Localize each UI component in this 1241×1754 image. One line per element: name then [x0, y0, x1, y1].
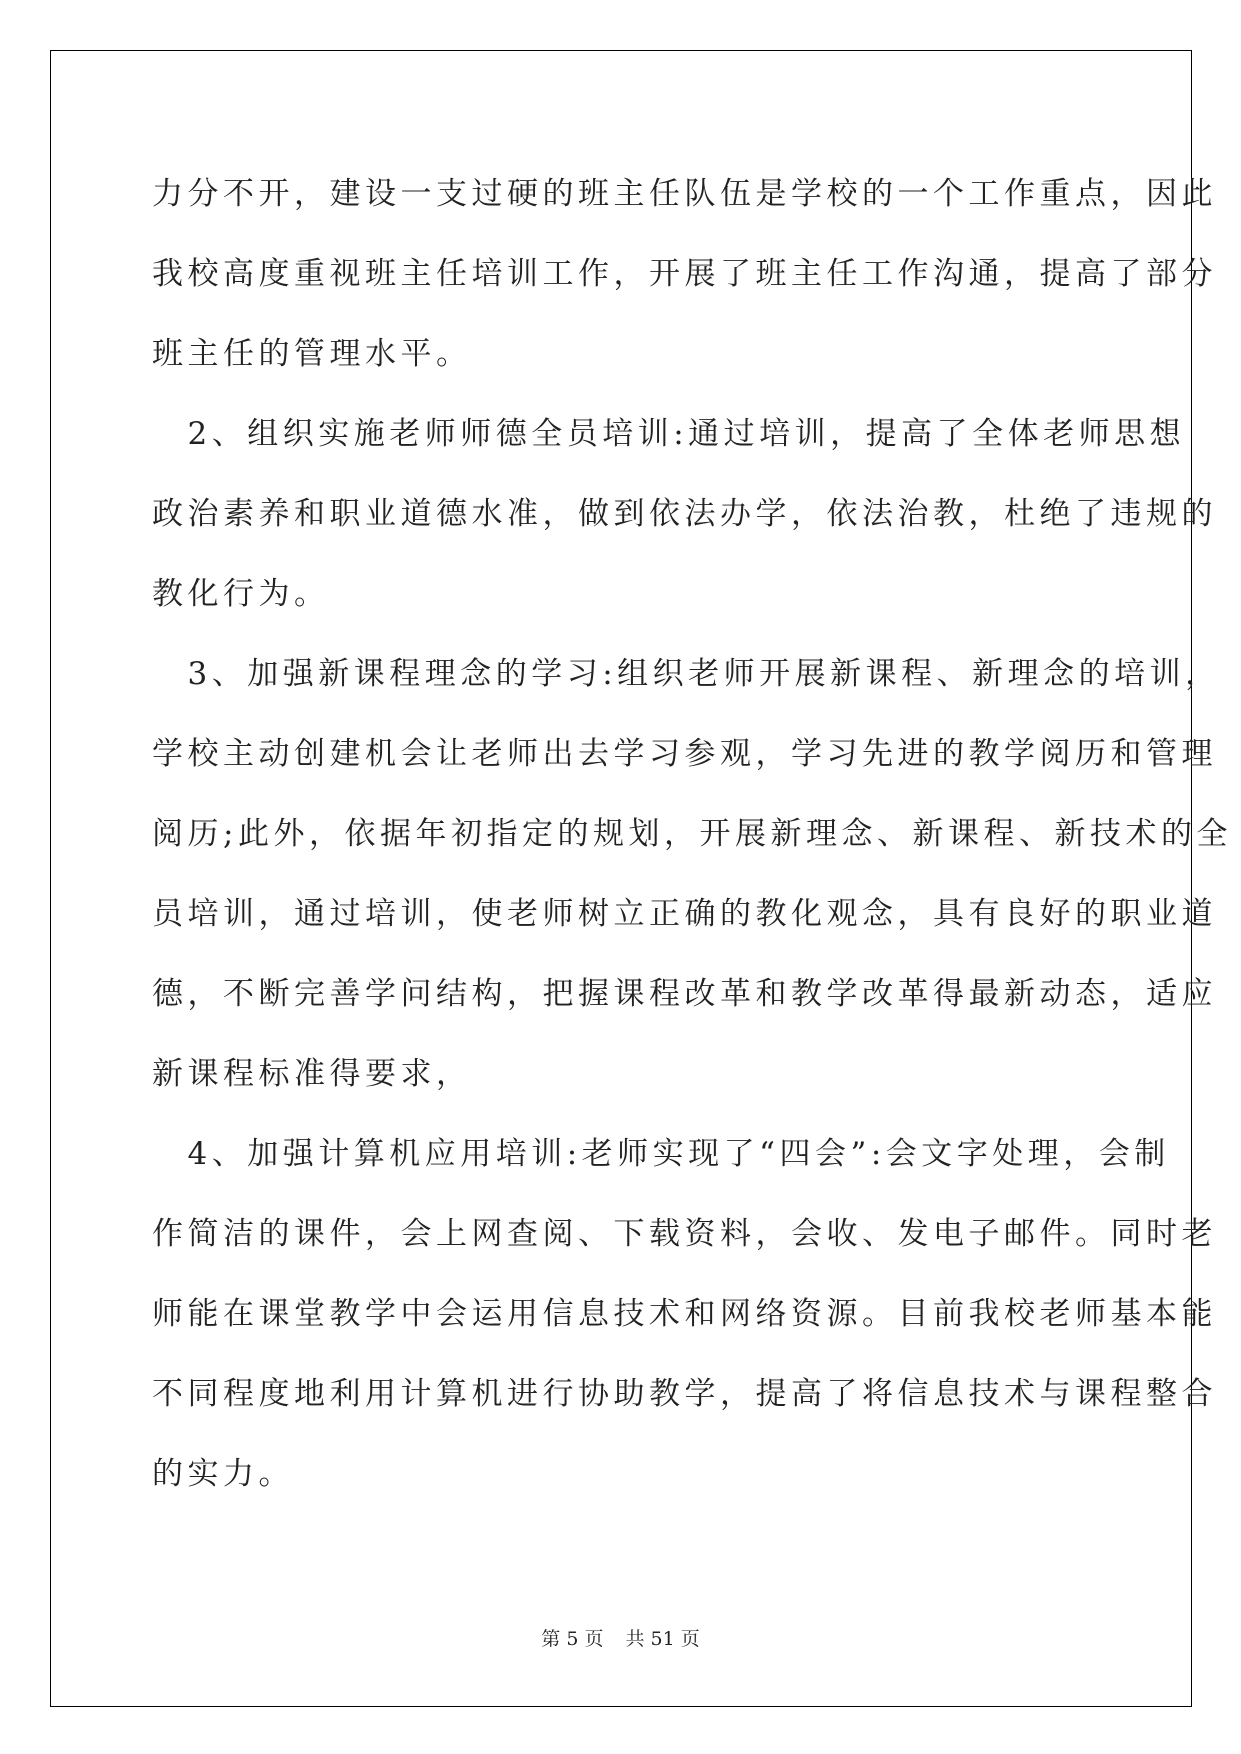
page-footer	[0, 1624, 1241, 1651]
text-line: 政治素养和职业道德水准，做到依法办学，依法治教，杜绝了违规的	[152, 496, 1217, 532]
text-line: 班主任的管理水平。	[152, 336, 472, 372]
text-line: 师能在课堂教学中会运用信息技术和网络资源。目前我校老师基本能	[152, 1296, 1217, 1332]
text-line: 3、加强新课程理念的学习:组织老师开展新课程、新理念的培训，	[152, 656, 1221, 692]
text-line: 我校高度重视班主任培训工作，开展了班主任工作沟通，提高了部分	[152, 256, 1217, 292]
text-line: 力分不开，建设一支过硬的班主任队伍是学校的一个工作重点，因此	[152, 176, 1217, 212]
text-line: 作简洁的课件，会上网查阅、下载资料，会收、发电子邮件。同时老	[152, 1216, 1217, 1252]
text-line: 教化行为。	[152, 576, 330, 612]
text-line: 德，不断完善学问结构，把握课程改革和教学改革得最新动态，适应	[152, 976, 1217, 1012]
page-total: 共 51 页	[625, 1628, 700, 1650]
text-line: 员培训，通过培训，使老师树立正确的教化观念，具有良好的职业道	[152, 896, 1217, 932]
text-line: 的实力。	[152, 1456, 294, 1492]
text-line: 不同程度地利用计算机进行协助教学，提高了将信息技术与课程整合	[152, 1376, 1217, 1412]
text-line: 学校主动创建机会让老师出去学习参观，学习先进的教学阅历和管理	[152, 736, 1217, 772]
text-line: 新课程标准得要求，	[152, 1056, 472, 1092]
text-line: 2、组织实施老师师德全员培训:通过培训，提高了全体老师思想	[152, 416, 1186, 452]
page-number: 第 5 页	[541, 1628, 604, 1650]
text-line: 4、加强计算机应用培训:老师实现了“四会”:会文字处理，会制	[152, 1136, 1170, 1172]
text-line: 阅历;此外，依据年初指定的规划，开展新理念、新课程、新技术的全	[152, 816, 1232, 852]
